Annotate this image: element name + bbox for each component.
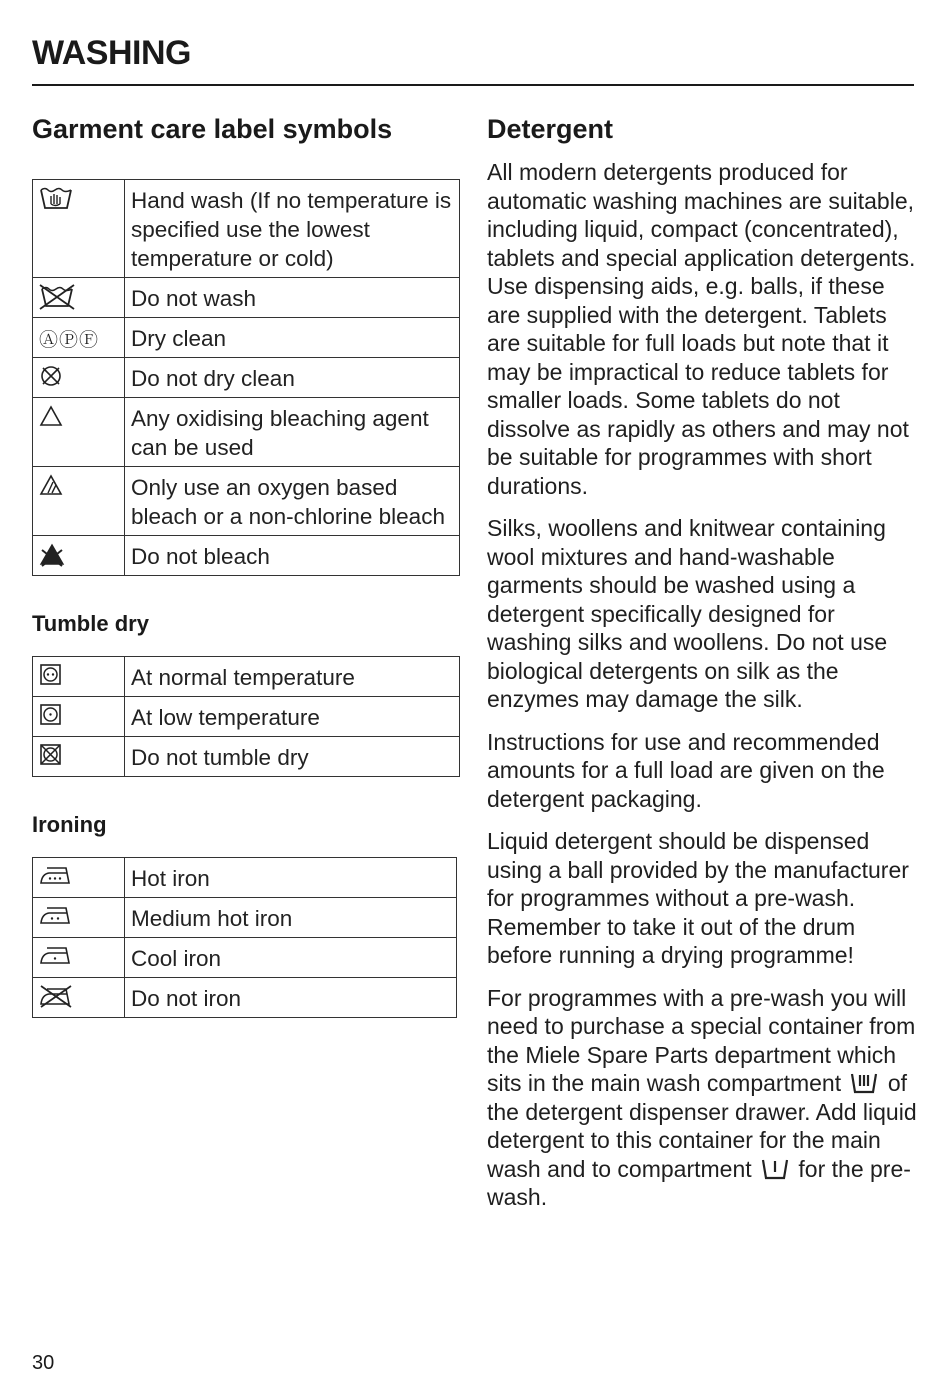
table-row	[33, 858, 457, 898]
symbol-description: Hand wash (If no temperature is specified use the lowest temperature or cold)	[125, 180, 460, 278]
paragraph-text: for the pre-wash.	[487, 1155, 911, 1210]
do-not-bleach-icon	[39, 542, 67, 568]
table-row	[33, 318, 460, 358]
symbol-description: Hot iron	[125, 858, 457, 898]
symbol-description: Dry clean	[125, 318, 460, 358]
medium-iron-icon	[39, 904, 73, 926]
detergent-paragraph: Silks, woollens and knitwear containing wool mixtures and hand-washable garments should be washed using a detergent specifically designed for washing silks and woollens. Do not use biological detergents on silk as the enzymes may damage the silk.	[487, 515, 888, 712]
detergent-column	[487, 110, 917, 1226]
tumble-dry-title: Tumble dry	[32, 611, 149, 636]
paragraph-text: For programmes with a pre-wash you will need to purchase a special container from the Miele Spare Parts department which sits in the main wash compartment	[487, 984, 916, 1096]
symbol-description: Do not tumble dry	[125, 737, 460, 777]
page-number: 30	[32, 1352, 55, 1374]
page-title: WASHING	[32, 34, 191, 72]
care-label-title: Garment care label symbols	[32, 114, 393, 144]
detergent-paragraph: Liquid detergent should be dispensed using a ball provided by the manufacturer for programmes without a pre-wash. Remember to take it out of the drum before running a drying programme!	[487, 828, 909, 968]
table-row	[33, 180, 460, 278]
care-label-column	[32, 110, 460, 1018]
ironing-title: Ironing	[32, 812, 107, 837]
hand-wash-icon	[39, 186, 73, 212]
table-row	[33, 737, 460, 777]
do-not-iron-icon	[39, 984, 73, 1008]
tumble-dry-low-icon	[39, 703, 63, 727]
table-row	[33, 938, 457, 978]
detergent-paragraph: Instructions for use and recommended amounts for a full load are given on the detergent packaging.	[487, 728, 885, 812]
tumble-dry-normal-icon	[39, 663, 63, 687]
symbol-description: Do not dry clean	[125, 358, 460, 398]
pre-wash-compartment-icon	[760, 1158, 790, 1180]
detergent-paragraph: All modern detergents produced for automatic washing machines are suitable, including liquid, compact (concentrated), tablets and special application detergents. Use dispensing aids, e.g. balls, if these are supplied with the detergent. Tablets are suitable for full loads but note that it may be impractical to reduce tablets for smaller loads. Some tablets do not dissolve as rapidly as others and may not be suitable for programmes with short durations.	[487, 159, 916, 499]
table-row	[33, 398, 460, 467]
symbol-description: Cool iron	[125, 938, 457, 978]
table-row	[33, 278, 460, 318]
main-wash-compartment-icon	[849, 1072, 879, 1094]
table-row	[33, 536, 460, 576]
table-row	[33, 358, 460, 398]
table-row	[33, 697, 460, 737]
hot-iron-icon	[39, 864, 73, 886]
detergent-paragraph	[487, 984, 917, 1212]
header-divider	[32, 84, 914, 86]
symbol-description: Do not wash	[125, 278, 460, 318]
oxygen-bleach-icon	[39, 473, 65, 497]
symbol-description: Any oxidising bleaching agent can be used	[125, 398, 460, 467]
symbol-description: At low temperature	[125, 697, 460, 737]
do-not-dry-clean-icon	[39, 364, 65, 388]
do-not-tumble-dry-icon	[39, 743, 63, 767]
symbol-description: At normal temperature	[125, 657, 460, 697]
symbol-description: Do not iron	[125, 978, 457, 1018]
symbol-description: Do not bleach	[125, 536, 460, 576]
symbol-description: Medium hot iron	[125, 898, 457, 938]
do-not-wash-icon	[39, 284, 75, 310]
ironing-table	[32, 857, 457, 1018]
dry-clean-icon: ⒶⓅⒻ	[39, 330, 100, 351]
table-row	[33, 467, 460, 536]
table-row	[33, 978, 457, 1018]
table-row	[33, 657, 460, 697]
tumble-dry-table	[32, 656, 460, 777]
table-row	[33, 898, 457, 938]
cool-iron-icon	[39, 944, 73, 966]
washing-symbols-table	[32, 179, 460, 576]
detergent-title: Detergent	[487, 114, 614, 144]
paragraph-text: of the detergent dispenser drawer. Add liquid detergent to this container for the main wash and to compartment	[487, 1070, 917, 1182]
symbol-description: Only use an oxygen based bleach or a non-chlorine bleach	[125, 467, 460, 536]
bleach-triangle-icon	[39, 404, 65, 428]
